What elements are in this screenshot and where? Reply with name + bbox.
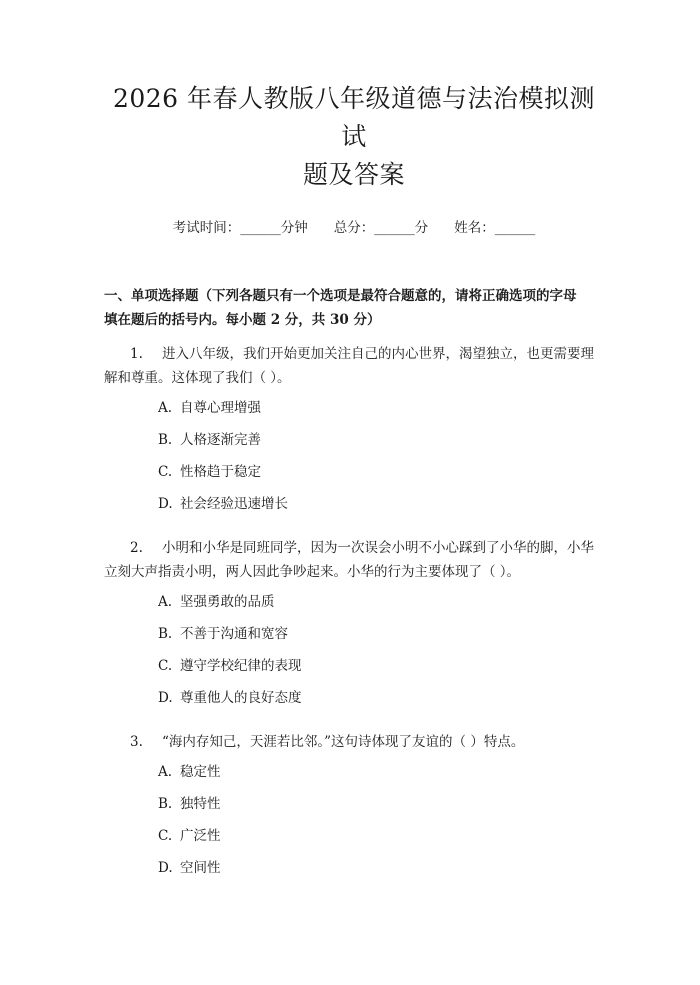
section-heading-line-2: 填在题后的括号内。每小题 2 分，共 30 分） <box>104 312 381 328</box>
question-number: 1. <box>130 346 143 362</box>
option-text: 独特性 <box>180 796 221 812</box>
total-score-field: 总分：______分 <box>333 220 429 236</box>
option-a <box>158 762 604 794</box>
section-heading-line-1: 一、单项选择题（下列各题只有一个选项是最符合题意的，请将正确选项的字母 <box>104 288 577 304</box>
option-b <box>158 794 604 826</box>
option-d <box>158 858 604 890</box>
option-text: 人格逐渐完善 <box>180 432 261 448</box>
question-number: 2. <box>130 540 143 556</box>
option-text: 稳定性 <box>180 764 221 780</box>
option-letter: B. <box>158 626 173 642</box>
question-1-options <box>104 398 604 526</box>
question-2 <box>104 536 604 584</box>
option-c <box>158 656 604 688</box>
option-letter: C. <box>158 828 173 844</box>
option-text: 性格趋于稳定 <box>180 464 261 480</box>
option-c <box>158 462 604 494</box>
option-letter: D. <box>158 496 173 512</box>
option-d <box>158 688 604 720</box>
option-text: 遵守学校纪律的表现 <box>180 658 302 674</box>
option-text: 广泛性 <box>180 828 221 844</box>
question-text: 小明和小华是同班同学，因为一次误会小明不小心踩到了小华的脚，小华立刻大声指责小明，两人因此争吵起来。小华的行为主要体现了（ ）。 <box>104 540 594 580</box>
option-b <box>158 624 604 656</box>
option-text: 空间性 <box>180 860 221 876</box>
option-text: 社会经验迅速增长 <box>180 496 288 512</box>
option-letter: A. <box>158 400 173 416</box>
option-letter: C. <box>158 658 173 674</box>
option-letter: D. <box>158 860 173 876</box>
option-a <box>158 398 604 430</box>
option-text: 坚强勇敢的品质 <box>180 594 275 610</box>
exam-time-field: 考试时间：______分钟 <box>172 220 308 236</box>
option-letter: C. <box>158 464 173 480</box>
option-text: 自尊心理增强 <box>180 400 261 416</box>
section-heading <box>104 284 604 332</box>
option-text: 不善于沟通和宽容 <box>180 626 288 642</box>
document-page <box>0 80 700 985</box>
question-3-options <box>104 762 604 890</box>
question-text: 进入八年级，我们开始更加关注自己的内心世界，渴望独立，也更需要理解和尊重。这体现了我们（ ）。 <box>104 346 594 386</box>
title-line-1: 2026 年春人教版八年级道德与法治模拟测试 <box>112 84 596 151</box>
option-text: 尊重他人的良好态度 <box>180 690 302 706</box>
question-1 <box>104 342 604 390</box>
option-letter: A. <box>158 764 173 780</box>
option-letter: D. <box>158 690 173 706</box>
option-c <box>158 826 604 858</box>
question-2-options <box>104 592 604 720</box>
question-text: “海内存知己，天涯若比邻。”这句诗体现了友谊的（ ）特点。 <box>162 734 525 750</box>
option-letter: A. <box>158 594 173 610</box>
option-letter: B. <box>158 796 173 812</box>
exam-info <box>104 218 604 238</box>
option-b <box>158 430 604 462</box>
question-3 <box>104 730 604 754</box>
option-a <box>158 592 604 624</box>
option-letter: B. <box>158 432 173 448</box>
question-number: 3. <box>130 734 143 750</box>
document-title <box>104 80 604 194</box>
title-line-2: 题及答案 <box>302 160 405 189</box>
student-name-field: 姓名：______ <box>454 220 536 236</box>
option-d <box>158 494 604 526</box>
